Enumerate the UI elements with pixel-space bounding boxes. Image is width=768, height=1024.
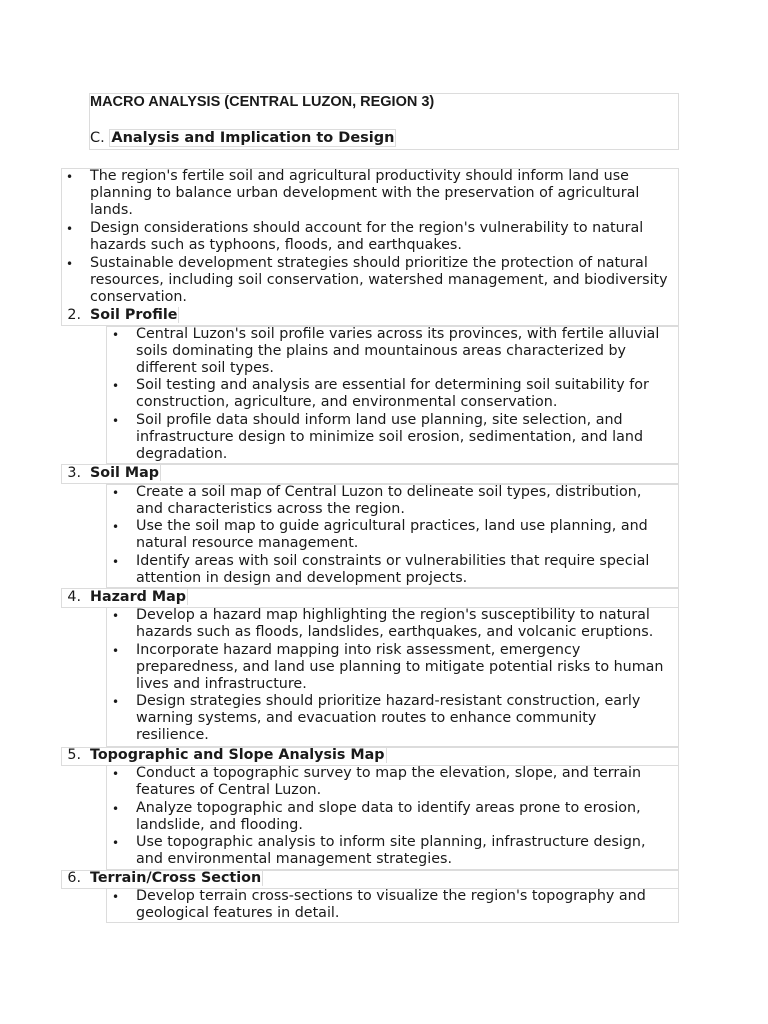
item-number: 3. bbox=[67, 465, 81, 481]
text-line: soils dominating the plains and mountainous areas characterized by bbox=[136, 343, 626, 360]
list-item bbox=[136, 518, 648, 552]
bullet-icon: • bbox=[112, 890, 120, 904]
list-item bbox=[136, 484, 641, 518]
bullet-icon: • bbox=[112, 695, 120, 709]
text-line: Central Luzon's soil profile varies across its provinces, with fertile alluvial bbox=[136, 326, 660, 342]
text-line: degradation. bbox=[136, 446, 228, 463]
text-line: Identify areas with soil constraints or vulnerabilities that require special bbox=[136, 553, 650, 569]
bullet-icon: • bbox=[112, 328, 120, 342]
text-line: Develop terrain cross-sections to visualize the region's topography and bbox=[136, 888, 646, 904]
text-line: attention in design and development projects. bbox=[136, 570, 468, 587]
text-line: conservation. bbox=[90, 289, 187, 306]
text-line: resources, including soil conservation, watershed management, and biodiversity bbox=[90, 272, 668, 289]
list-item bbox=[136, 377, 649, 411]
text-line: The region's fertile soil and agricultural productivity should inform land use bbox=[90, 168, 629, 184]
section-title: Analysis and Implication to Design bbox=[111, 130, 395, 146]
bullet-icon: • bbox=[112, 414, 120, 428]
text-line: construction, agriculture, and environmental conservation. bbox=[136, 394, 558, 411]
list-item bbox=[136, 607, 653, 641]
text-line: Soil testing and analysis are essential for determining soil suitability for bbox=[136, 377, 649, 393]
bullet-icon: • bbox=[112, 644, 120, 658]
item-heading-soil-profile bbox=[90, 307, 179, 324]
text-line: infrastructure design to minimize soil erosion, sedimentation, and land bbox=[136, 429, 644, 446]
section-heading bbox=[90, 130, 396, 146]
text-line: hazards such as floods, landslides, earthquakes, and volcanic eruptions. bbox=[136, 624, 654, 641]
text-line: Sustainable development strategies should prioritize the protection of natural bbox=[90, 255, 648, 271]
text-line: resilience. bbox=[136, 727, 209, 744]
heading-text: Topographic and Slope Analysis Map bbox=[90, 747, 385, 763]
text-line: and environmental management strategies. bbox=[136, 851, 453, 868]
bullet-icon: • bbox=[66, 170, 74, 184]
text-line: and characteristics across the region. bbox=[136, 501, 405, 518]
text-line: planning to balance urban development with the preservation of agricultural bbox=[90, 185, 640, 202]
bullet-icon: • bbox=[112, 520, 120, 534]
list-item bbox=[136, 412, 643, 464]
text-line: Soil profile data should inform land use planning, site selection, and bbox=[136, 412, 623, 428]
text-line: warning systems, and evacuation routes to enhance community bbox=[136, 710, 597, 727]
item-heading-hazard-map bbox=[90, 589, 188, 606]
intro-item-1 bbox=[90, 168, 639, 220]
item-number: 2. bbox=[67, 307, 81, 323]
list-item bbox=[136, 553, 649, 587]
item-heading-soil-map bbox=[90, 465, 161, 482]
bullet-icon: • bbox=[66, 222, 74, 236]
list-item bbox=[136, 765, 641, 799]
text-line: Use topographic analysis to inform site planning, infrastructure design, bbox=[136, 834, 646, 850]
text-line: Use the soil map to guide agricultural practices, land use planning, and bbox=[136, 518, 648, 534]
document-title: MACRO ANALYSIS (CENTRAL LUZON, REGION 3) bbox=[90, 94, 435, 110]
text-line: landslide, and flooding. bbox=[136, 817, 303, 834]
text-line: Conduct a topographic survey to map the elevation, slope, and terrain bbox=[136, 765, 642, 781]
text-line: Develop a hazard map highlighting the region's susceptibility to natural bbox=[136, 607, 650, 623]
bullet-icon: • bbox=[112, 767, 120, 781]
text-line: Analyze topographic and slope data to identify areas prone to erosion, bbox=[136, 800, 641, 816]
section-letter: C. bbox=[90, 130, 105, 146]
text-line: preparedness, and land use planning to mitigate potential risks to human bbox=[136, 659, 664, 676]
item-heading-terrain bbox=[90, 870, 263, 887]
list-item bbox=[136, 326, 659, 378]
text-line: geological features in detail. bbox=[136, 905, 340, 922]
item-number: 4. bbox=[67, 589, 81, 605]
bullet-icon: • bbox=[112, 555, 120, 569]
list-item bbox=[136, 888, 646, 922]
text-line: Design strategies should prioritize hazard-resistant construction, early bbox=[136, 693, 641, 709]
item-number: 6. bbox=[67, 870, 81, 886]
bullet-icon: • bbox=[112, 836, 120, 850]
text-line: Incorporate hazard mapping into risk assessment, emergency bbox=[136, 642, 581, 658]
text-line: lands. bbox=[90, 202, 133, 219]
text-line: lives and infrastructure. bbox=[136, 676, 307, 693]
text-line: hazards such as typhoons, floods, and earthquakes. bbox=[90, 237, 462, 254]
bullet-icon: • bbox=[112, 802, 120, 816]
intro-item-2 bbox=[90, 220, 643, 254]
text-line: features of Central Luzon. bbox=[136, 782, 322, 799]
heading-text: Soil Profile bbox=[90, 307, 178, 323]
bullet-icon: • bbox=[112, 609, 120, 623]
item-number: 5. bbox=[67, 747, 81, 763]
intro-item-3 bbox=[90, 255, 668, 307]
list-item bbox=[136, 693, 640, 745]
heading-text: Hazard Map bbox=[90, 589, 186, 605]
list-item bbox=[136, 834, 646, 868]
list-item bbox=[136, 642, 663, 694]
item-heading-topographic-map bbox=[90, 747, 387, 764]
text-line: natural resource management. bbox=[136, 535, 359, 552]
bullet-icon: • bbox=[112, 379, 120, 393]
bullet-icon: • bbox=[112, 486, 120, 500]
text-line: Design considerations should account for the region's vulnerability to natural bbox=[90, 220, 644, 236]
list-item bbox=[136, 800, 641, 834]
text-line: Create a soil map of Central Luzon to delineate soil types, distribution, bbox=[136, 484, 642, 500]
bullet-icon: • bbox=[66, 257, 74, 271]
text-line: different soil types. bbox=[136, 360, 274, 377]
heading-text: Soil Map bbox=[90, 465, 160, 481]
heading-text: Terrain/Cross Section bbox=[90, 870, 262, 886]
